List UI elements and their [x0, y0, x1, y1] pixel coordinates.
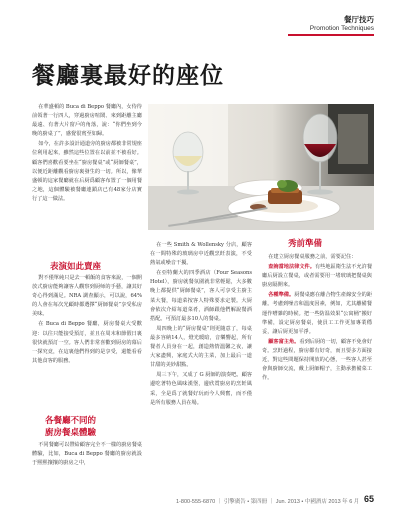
body-paragraph: 周四晚上的“厨房餐桌”則更隨意了，每桌最多容納14人，燈光暖暗，音樂響起，所有餐者人員身在一起，創造熱情溫馨之夜，讓大家盡興，家庭式大的主菜，加上最后一道甘甜的美妙甜點。	[150, 325, 252, 369]
article-title: 餐廳裏最好的座位	[32, 62, 224, 89]
tip-paragraph	[262, 338, 372, 383]
body-paragraph: 在亞特蘭大的四季酒店（Four Seasons Hotel），廚房就餐氛圍就非常輕鬆，大多數晚上都提供“厨師餐桌”，客人可享受主廚主菜大餐，每道菜按客人特殊要求定製。大厨會依次介紹每道菜肴，酒師跟他們解說餐酒搭配。可預訂最多10人的餐桌。	[150, 270, 252, 322]
section-title: 餐厅技巧	[344, 15, 374, 24]
subheading-show: 表演如此賣座	[50, 262, 102, 272]
article-column-1b	[32, 274, 142, 367]
body-paragraph: 如今，在許多設計通道旁的廚房都被非常規座位利用起來，雖然這些位置在以前並不被看好。顧客們喜歡看要坐在“廚房餐桌”或“厨師餐桌”，以便近距離觀看廚房裏發生的一切。所以，像華盛頓的這家餐廳就在后厨爲顧客布置了一個用餐之地，這個體驗被餐廳連鎖店已有48家分店實行了這一做法。	[32, 141, 142, 202]
footer-info: 1-800-555-6870 ｜ 引擎廣告 • 第四冊 ｜ Jun. 2013 • 中國酒店 2013 年 6 月	[176, 499, 360, 505]
body-paragraph: 不同餐廳可以帶給顧客完全不一樣的廚房餐桌體驗，比如，Buca di Beppo 餐廳的廚房就設于熙熙攘攘的廚房之中，	[32, 442, 142, 467]
tip-text: 有些地區衛生法不允許餐廳后厨設立餐桌，或者需要用一堵玻璃把餐桌與廚房隔開來。	[262, 264, 373, 289]
article-column-1	[32, 103, 142, 205]
header-divider	[288, 34, 374, 36]
tip-keyword: 各種準備。	[268, 292, 295, 299]
subheading-prep: 秀前準備	[288, 239, 323, 249]
tip-text: 厨餐桌應在離合物生產線安全的距離。考慮到噪音和溫度因素，例如，尤其離備餐運作嘈雜的時候。把一些防温效果“公寓桶”搬好準備，設定厨房餐桌，使員工工作更加專業穩妥，讓后厨更加平淨。	[262, 292, 373, 335]
article-column-1c	[32, 441, 142, 469]
body-paragraph: 在華盛頓的 Buca di Beppo 餐廳內，女侍待前領著一行四人，穿過廚房喧鬧、來到距離主廳最遠、有著大片窗戶的角落，說：“你們坐到今晚的廚桌了”，感覺很賓至如歸。	[32, 104, 142, 138]
article-column-3	[262, 253, 372, 384]
restaurant-photo	[148, 104, 374, 230]
subheading-different-experience: 各餐廳不同的 廚房餐桌體驗	[45, 416, 97, 438]
tip-paragraph	[262, 263, 372, 290]
page-number: 65	[363, 494, 374, 504]
body-paragraph: 對不僅單純只是去一頓飯的食客來說，一個開放式廚房能夠讓客人觀察到厨师的手藝，讓其好奇心得到滿足。NRA 調查顯示，可以說，64% 的人會在每次光顧時都選擇“厨師餐桌”享受私房美味。	[32, 275, 142, 318]
body-paragraph: 在建立厨房餐桌服務之前，需要記住：	[268, 254, 357, 260]
body-paragraph: 周三下午，又成了 G 厨師的演奏吧。顧客邊吃著特色風味漢堡，邊欣賞廚房的烹飪風采，全是爲了就餐好玩而今人興奮，而不僅是所有服務人員在場。	[150, 372, 252, 406]
tip-keyword: 顧客富主角。	[268, 338, 300, 345]
section-subtitle: Promotion Techniques	[309, 25, 374, 32]
body-paragraph: 在一些 Smith & Wollensky 分店，顧客在一間特殊的玻璃房中近觀烹飪表演，不受熱氣或噪音干擾。	[150, 242, 252, 267]
body-paragraph: 在 Buca di Beppo 餐廳，厨房餐桌大受歡迎：以往只能接受預訂，並且在周末和節假日裏很快就預訂一空。客人們非常喜歡到厨房的幕后一探究竟，在這裏他們得到的是享受，還能看看其他食客的服務。	[32, 321, 142, 364]
tip-text: 看到后厨的一切，顧客不免會好奇。烹飪過程，廚房都有好奇，而且要多方面接近，對這些問題保持開放的心態，一些客人甚至會與廚師交流，戴上厨師帽子，主動承擔備菜工作。	[262, 338, 373, 382]
article-column-2	[150, 241, 252, 409]
tip-keyword: 查詢當地法律文件。	[268, 264, 315, 271]
tip-paragraph	[262, 291, 372, 336]
